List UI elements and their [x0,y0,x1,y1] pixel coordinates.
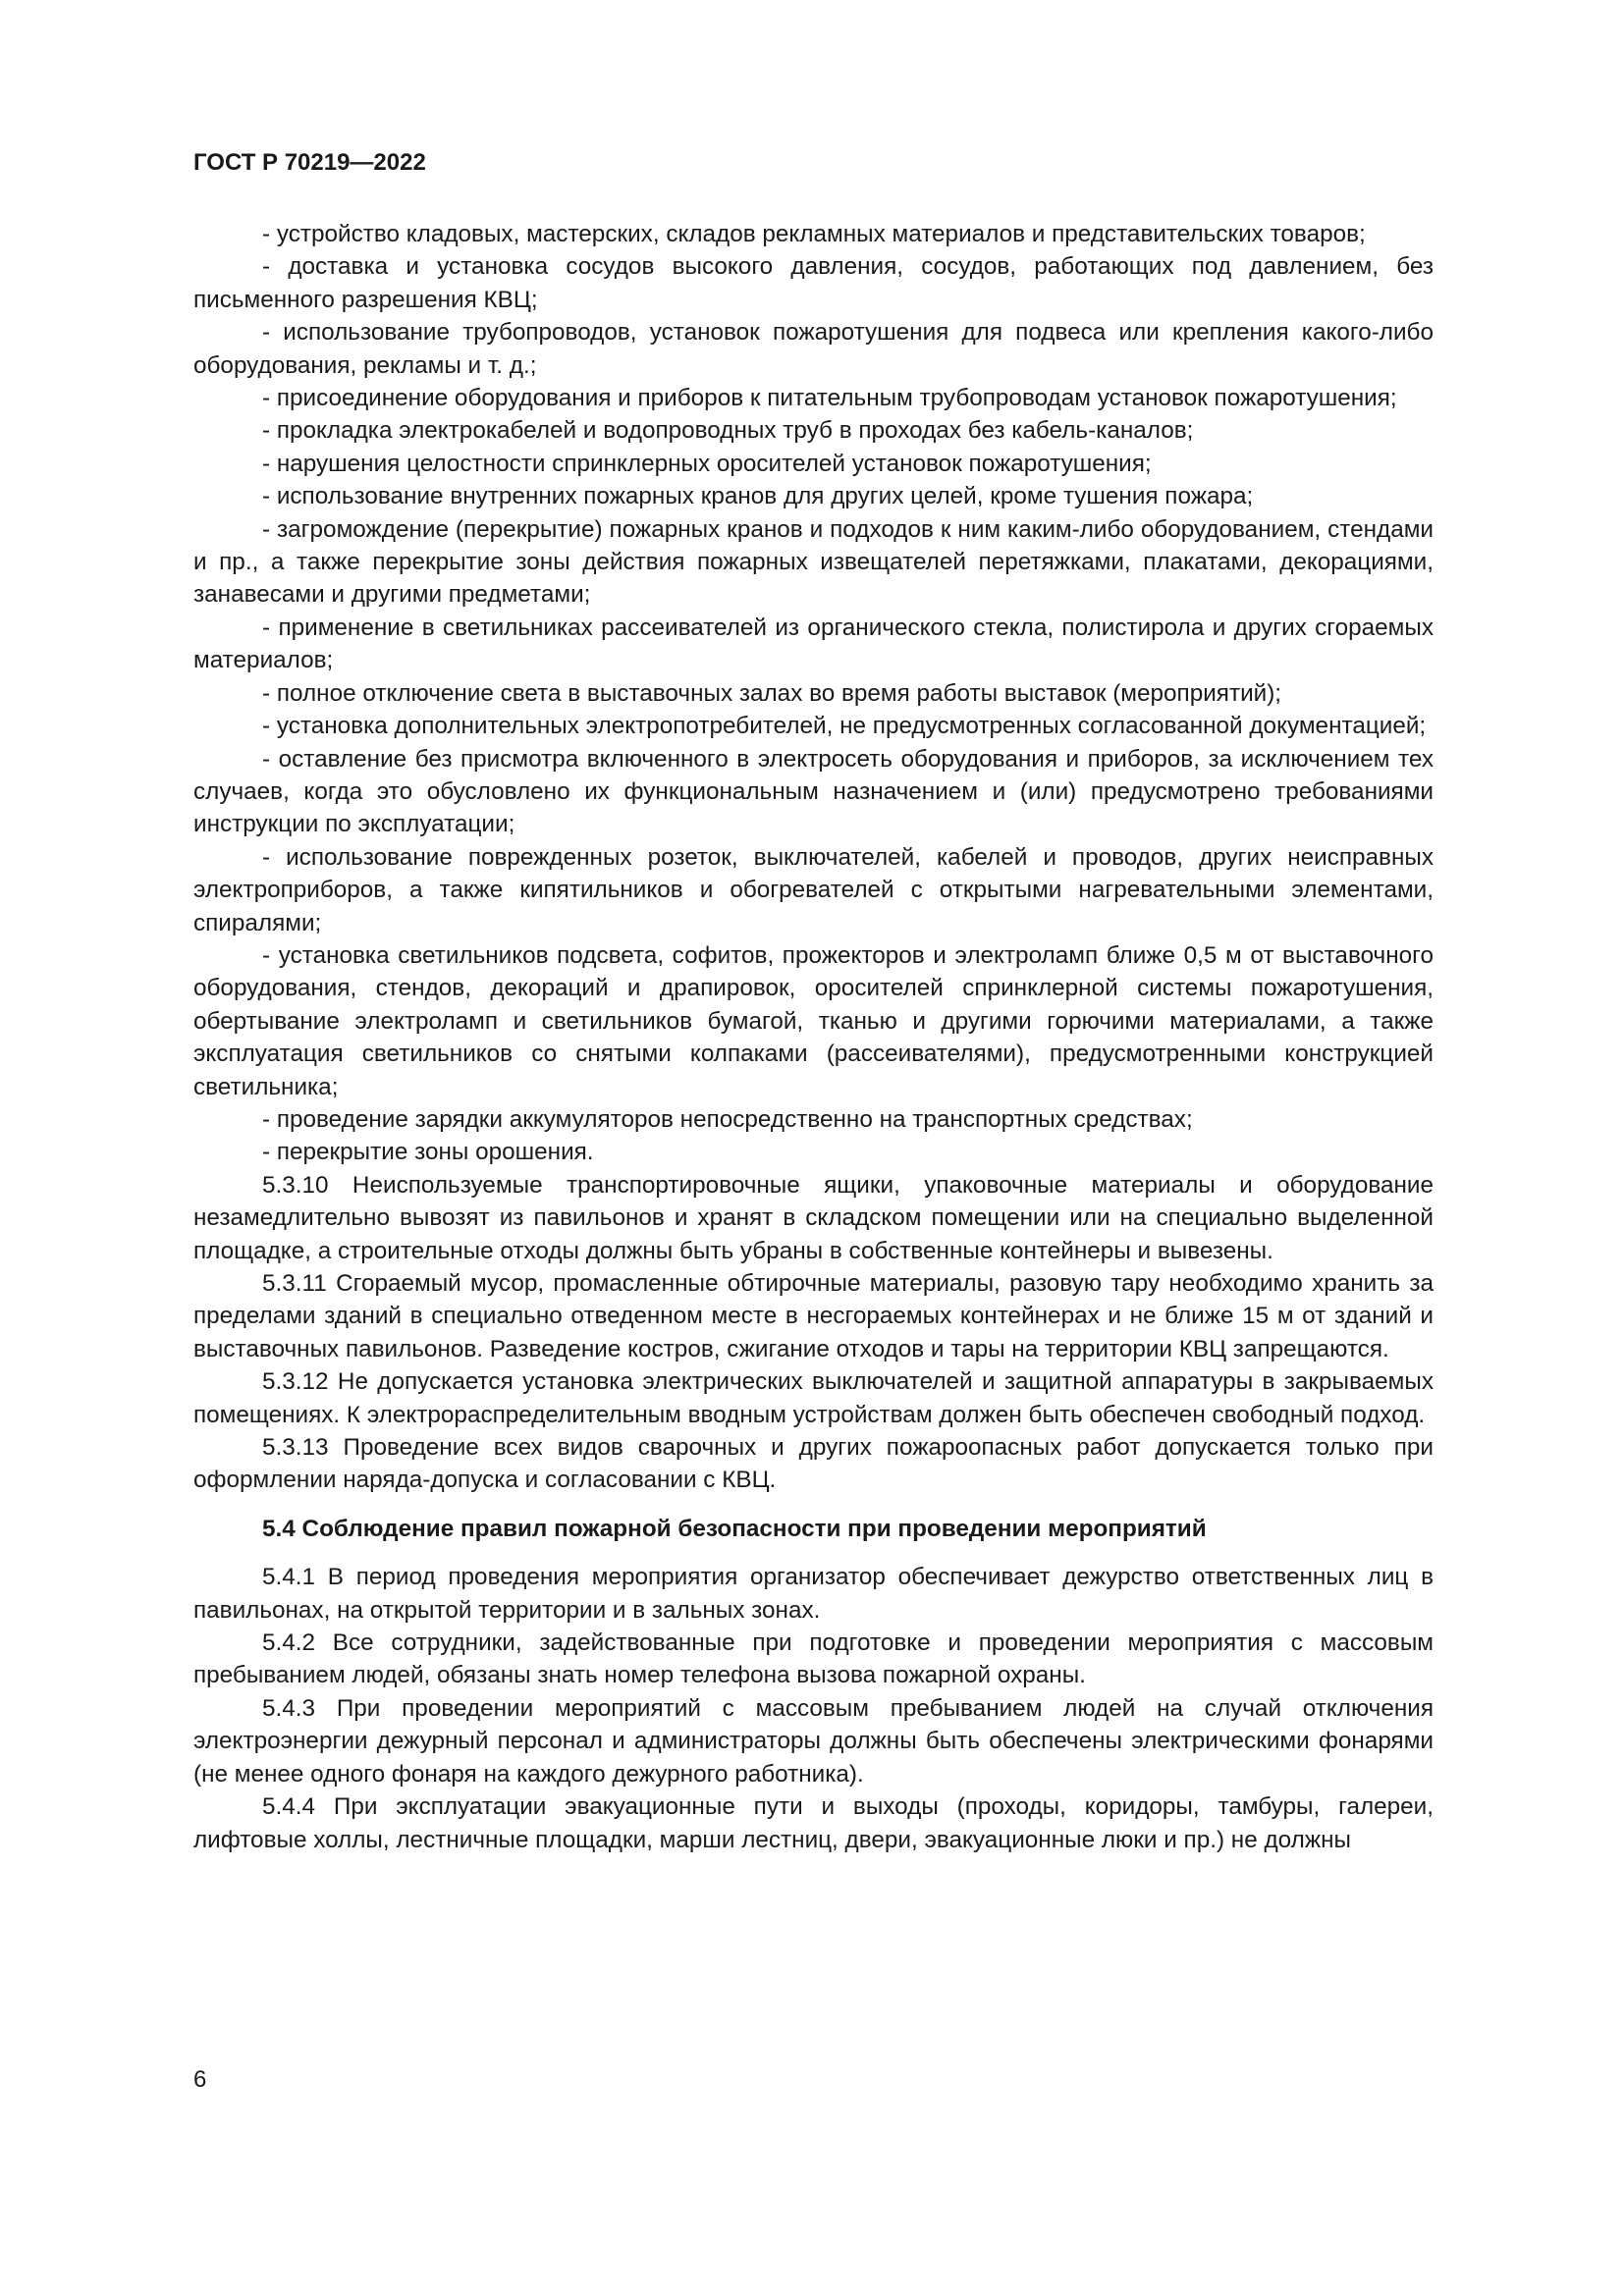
list-item: - перекрытие зоны орошения. [262,1139,594,1166]
document-header: ГОСТ Р 70219—2022 [193,149,426,176]
list-item: - установка светильников подсвета, софитов, прожекторов и электроламп ближе 0,5 м от выставочного оборудования, стендов, декораций и драпировок, оросителей спринклерной системы пожаротушения, обертывание электроламп и светильников бумагой, тканью и другими горючими материалами, а также эксплуатация светильников со снятыми колпаками (рассеивателями), предусмотренными конструкцией светильника; [193,941,1434,1100]
clause-5-4-4: 5.4.4 При эксплуатации эвакуационные пути и выходы (проходы, коридоры, тамбуры, галереи, лифтовые холлы, лестничные площадки, марши лестниц, двери, эвакуационные люки и пр.) не должны [193,1793,1434,1853]
clause-5-3-11: 5.3.11 Сгораемый мусор, промасленные обтирочные материалы, разовую тару необходимо хранить за пределами зданий в специально отведенном месте в несгораемых контейнерах и не ближе 15 м от зданий и выставочных павильонов. Разведение костров, сжигание отходов и тары на территории КВЦ запрещаются. [193,1270,1434,1362]
list-item: - установка дополнительных электропотребителей, не предусмотренных согласованной документацией; [262,713,1427,740]
list-item: - доставка и установка сосудов высокого давления, сосудов, работающих под давлением, без письменного разрешения КВЦ; [193,253,1434,313]
clause-5-4-2: 5.4.2 Все сотрудники, задействованные при подготовке и проведении мероприятия с массовым пребыванием людей, обязаны знать номер телефона вызова пожарной охраны. [193,1629,1434,1689]
list-item: - применение в светильниках рассеивателей из органического стекла, полистирола и других сгораемых материалов; [193,614,1434,674]
list-item: - нарушения целостности спринклерных оросителей установок пожаротушения; [262,450,1152,477]
list-item: - загромождение (перекрытие) пожарных кранов и подходов к ним каким-либо оборудованием, стендами и пр., а также перекрытие зоны действия пожарных извещателей перетяжками, плакатами, декорациями, занавесами и другими предметами; [193,515,1434,609]
section-heading-5-4: 5.4 Соблюдение правил пожарной безопасности при проведении мероприятий [262,1515,1207,1542]
clause-5-3-13: 5.3.13 Проведение всех видов сварочных и других пожароопасных работ допускается только при оформлении наряда-допуска и согласовании с КВЦ. [193,1434,1434,1494]
list-item: - присоединение оборудования и приборов к питательным трубопроводам установок пожаротушения; [262,385,1397,412]
list-item: - оставление без присмотра включенного в электросеть оборудования и приборов, за исключением тех случаев, когда это обусловлено их функциональным назначением и (или) предусмотрено требованиями инструкции по эксплуатации; [193,745,1434,838]
list-item: - использование трубопроводов, установок пожаротушения для подвеса или крепления какого-либо оборудования, рекламы и т. д.; [193,319,1434,379]
document-body [193,218,1434,1856]
list-item: - прокладка электрокабелей и водопроводных труб в проходах без кабель-каналов; [262,417,1194,445]
list-item: - проведение зарядки аккумуляторов непосредственно на транспортных средствах; [262,1105,1193,1133]
clause-5-3-10: 5.3.10 Неиспользуемые транспортировочные ящики, упаковочные материалы и оборудование незамедлительно вывозят из павильонов и хранят в складском помещении или на специально выделенной площадке, а строительные отходы должны быть убраны в собственные контейнеры и вывезены. [193,1171,1434,1264]
list-item: - устройство кладовых, мастерских, складов рекламных материалов и представительских товаров; [262,221,1366,247]
list-item: - использование внутренних пожарных кранов для других целей, кроме тушения пожара; [262,483,1254,510]
clause-5-4-3: 5.4.3 При проведении мероприятий с массовым пребыванием людей на случай отключения электроэнергии дежурный персонал и администраторы должны быть обеспечены электрическими фонарями (не менее одного фонаря на каждого дежурного работника). [193,1694,1434,1788]
clause-5-4-1: 5.4.1 В период проведения мероприятия организатор обеспечивает дежурство ответственных лиц в павильонах, на открытой территории и в зальных зонах. [193,1564,1434,1624]
clause-5-3-12: 5.3.12 Не допускается установка электрических выключателей и защитной аппаратуры в закрываемых помещениях. К электрораспределительным вводным устройствам должен быть обеспечен свободный подход. [193,1368,1434,1428]
list-item: - полное отключение света в выставочных залах во время работы выставок (мероприятий); [262,679,1282,707]
page-number: 6 [193,2066,207,2093]
list-item: - использование поврежденных розеток, выключателей, кабелей и проводов, других неисправных электроприборов, а также кипятильников и обогревателей с открытыми нагревательными элементами, спиралями; [193,843,1434,936]
